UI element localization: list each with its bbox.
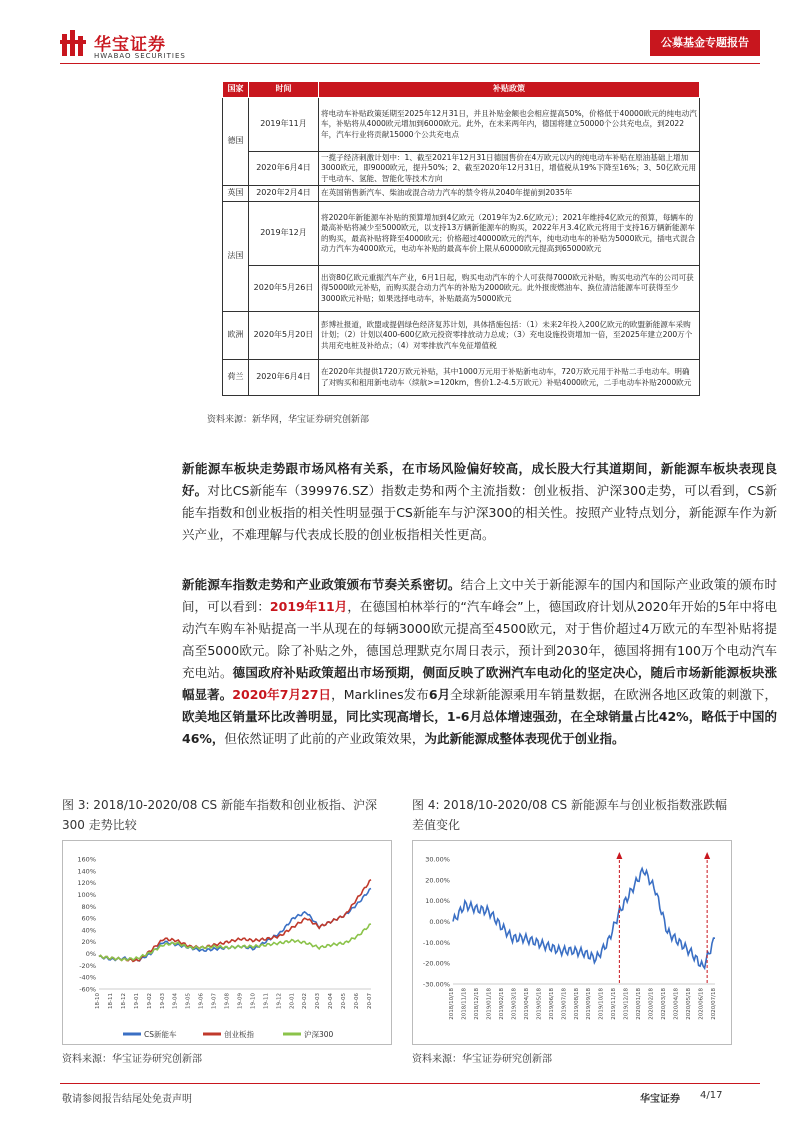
- cell-country: 欧洲: [223, 312, 249, 360]
- fig4-source: 资料来源：华宝证券研究创新部: [412, 1054, 552, 1065]
- x-tick-label: 2020/04/18: [673, 988, 680, 1020]
- x-tick-label: 19-04: [172, 993, 179, 1009]
- y-tick-label: 160%: [77, 855, 96, 864]
- hwabao-logo-icon: [60, 28, 90, 58]
- cell-date: 2020年2月4日: [249, 186, 319, 202]
- x-tick-label: 2019/03/18: [511, 988, 518, 1020]
- x-tick-label: 19-09: [237, 993, 244, 1009]
- x-tick-label: 19-10: [250, 993, 257, 1009]
- y-tick-label: -20%: [79, 961, 96, 970]
- table-header-row: [223, 82, 700, 98]
- x-tick-label: 2019/01/18: [486, 988, 493, 1020]
- legend-label: 沪深300: [304, 1030, 334, 1039]
- cell-country: 荷兰: [223, 360, 249, 396]
- x-tick-label: 20-01: [289, 993, 296, 1009]
- col-date: 时间: [249, 82, 319, 98]
- fig4-chart: [412, 840, 732, 1045]
- cell-date: 2019年11月: [249, 98, 319, 152]
- y-tick-label: 20.00%: [425, 876, 450, 885]
- para2-s7: ，Marklines发布: [331, 687, 429, 702]
- y-tick-label: 0%: [85, 950, 96, 959]
- fig3-chart: [62, 840, 392, 1045]
- x-tick-label: 2020/02/18: [648, 988, 655, 1020]
- x-tick-label: 2019/04/18: [523, 988, 530, 1020]
- para1-text: 对比CS新能车（399976.SZ）指数走势和两个主流指数：创业板指、沪深300走势，可以看到，CS新能车指数和创业板指的相关性明显强于CS新能车与沪深300的相关性。按照产业特点划分，新能源车作为新兴产业，不难理解与代表成长股的创业板指相关性更高。: [182, 483, 777, 542]
- table-row: [223, 152, 700, 186]
- series-line-差值: [453, 869, 715, 969]
- x-tick-label: 20-07: [367, 993, 373, 1009]
- y-tick-label: -20.00%: [422, 959, 450, 968]
- paragraph-1: [182, 458, 777, 546]
- cell-policy: 在英国销售新汽车、柴油或混合动力汽车的禁令将从2040年提前到2035年: [319, 186, 700, 202]
- table-row: [223, 266, 700, 312]
- para1-bold: 新能源车板块走势跟市场风格有关系，在市场风险偏好较高，成长股大行其道期间，新能源车板块表现良好。: [182, 461, 777, 498]
- table-row: [223, 202, 700, 266]
- x-tick-label: 2018/11/18: [461, 988, 468, 1020]
- policy-table: [222, 81, 700, 396]
- footer-disclaimer: 敬请参阅报告结尾处免责声明: [62, 1094, 192, 1105]
- x-tick-label: 2019/10/18: [598, 988, 605, 1020]
- para2-s1: 新能源车指数走势和产业政策颁布节奏关系密切。: [182, 577, 461, 592]
- x-tick-label: 2019/09/18: [586, 988, 593, 1020]
- x-tick-label: 2019/05/18: [536, 988, 543, 1020]
- y-tick-label: -40%: [79, 973, 96, 982]
- x-tick-label: 18-12: [120, 993, 127, 1009]
- x-tick-label: 2019/02/18: [498, 988, 505, 1020]
- y-tick-label: 120%: [77, 879, 96, 888]
- fig4-caption: 图 4: 2018/10-2020/08 CS 新能源车与创业板指数涨跌幅差值变化: [412, 798, 727, 832]
- y-tick-label: 0.00%: [429, 918, 450, 926]
- x-tick-label: 2019/06/18: [548, 988, 555, 1020]
- cell-country: 德国: [223, 98, 249, 186]
- x-tick-label: 2020/03/18: [661, 988, 668, 1020]
- cell-date: 2020年5月20日: [249, 312, 319, 360]
- cell-date: 2019年12月: [249, 202, 319, 266]
- x-tick-label: 18-11: [107, 993, 114, 1009]
- x-tick-label: 19-08: [224, 993, 231, 1009]
- x-tick-label: 2019/12/18: [623, 988, 630, 1020]
- fig4-svg: [413, 841, 733, 1046]
- event-marker-arrow-icon: [704, 852, 710, 859]
- footer-brand: 华宝证券: [640, 1094, 680, 1105]
- cell-policy: 将2020年新能源车补贴的预算增加到4亿欧元（2019年为2.6亿欧元）；2021年维持4亿欧元的预算，每辆车的最高补贴将减少至5000欧元，以支持13万辆新能源车的购买，2022年月3.4亿欧元将用于支持16万辆新能源车的购买，最高补贴将降至4000欧元；价格超过40000欧元的汽车，纯电动电车的补贴为5000欧元，插电式混合动力汽车为4000欧元，电动车补贴的最高车价上限从60000欧元提高到65000欧元: [319, 202, 700, 266]
- y-tick-label: 40%: [81, 926, 96, 935]
- x-tick-label: 2019/11/18: [611, 988, 618, 1020]
- para2-s6: 2020年7月27日: [232, 687, 332, 702]
- cell-policy: 将电动车补贴政策延期至2025年12月31日，并且补贴金额也会相应提高50%，价格低于40000欧元的纯电动汽车，补贴将从4000欧元增加到6000欧元。此外，在未来两年内，德国将建立50000个公共充电点，到2022年，汽车行业将贡献15000个公共充电点: [319, 98, 700, 152]
- series-line-CS新能车: [99, 889, 371, 962]
- x-tick-label: 19-02: [146, 993, 153, 1009]
- para2-s9: 全球新能源乘用车销量数据，在欧洲各地区政策的刺激下，: [450, 687, 777, 702]
- brand-name: 华宝证券: [94, 35, 166, 55]
- cell-policy: 彭博社报道，欧盟或提倡绿色经济复苏计划，具体措施包括：（1）未来2年投入200亿欧元的欧盟新能源车采购计划；（2）计划以400-600亿欧元投资零排放动力总成；（3）充电设施投资增加一倍，至2025年建立200万个共用充电桩及补给点；（4）对零排放汽车免征增值税: [319, 312, 700, 360]
- table-row: [223, 186, 700, 202]
- cell-country: 英国: [223, 186, 249, 202]
- page-header: [60, 28, 760, 78]
- y-tick-label: 10.00%: [425, 897, 450, 906]
- x-tick-label: 20-04: [328, 993, 335, 1009]
- cell-date: 2020年6月4日: [249, 360, 319, 396]
- y-tick-label: 30.00%: [425, 855, 450, 864]
- col-policy: 补贴政策: [319, 82, 700, 98]
- x-tick-label: 20-05: [341, 993, 348, 1009]
- fig3-svg: [63, 841, 393, 1046]
- x-tick-label: 18-10: [95, 993, 101, 1009]
- para2-s8: 6月: [428, 687, 451, 702]
- fig3-caption: 图 3: 2018/10-2020/08 CS 新能车指数和创业板指、沪深 300 走势比较: [62, 798, 377, 832]
- table-source: 资料来源：新华网，华宝证券研究创新部: [207, 415, 370, 425]
- para2-s10: 欧美地区销量环比改善明显，同比实现高增长，1-6月总体增速强劲，在全球销量占比42%，略低于中国的46%，: [182, 709, 777, 746]
- y-tick-label: 140%: [77, 867, 96, 876]
- para2-s11: 但依然证明了此前的产业政策效果，: [224, 731, 425, 746]
- fig3-source: 资料来源：华宝证券研究创新部: [62, 1054, 202, 1065]
- x-tick-label: 2018/10/18: [449, 988, 455, 1020]
- event-marker-arrow-icon: [616, 852, 622, 859]
- x-tick-label: 20-06: [354, 993, 361, 1009]
- para2-s4: ，在德国柏林举行的“汽车峰会”上，德国政府计划从2020年开始的5年中将电动汽车购车补贴提高一半从现在的每辆3000欧元提高至4500欧元，对于售价超过4万欧元的车型补贴将提高至5000欧元。除了补贴之外，德国总理默克尔周日表示，预计到2030年，德国将拥有100万个电动汽车充电站。: [182, 599, 777, 680]
- x-tick-label: 19-01: [133, 993, 140, 1009]
- table-row: [223, 312, 700, 360]
- cell-date: 2020年6月4日: [249, 152, 319, 186]
- para2-s3: 2019年11月: [269, 599, 348, 614]
- x-tick-label: 19-11: [263, 993, 270, 1009]
- page-number: 4/17: [700, 1090, 723, 1101]
- table-row: [223, 360, 700, 396]
- x-tick-label: 2019/07/18: [561, 988, 568, 1020]
- x-tick-label: 19-07: [211, 993, 218, 1009]
- table-row: [223, 98, 700, 152]
- brand-name-en: HWABAO SECURITIES: [94, 52, 186, 60]
- x-tick-label: 19-06: [198, 993, 205, 1009]
- x-tick-label: 2019/08/18: [573, 988, 580, 1020]
- x-tick-label: 19-03: [159, 993, 166, 1009]
- x-tick-label: 19-12: [276, 993, 283, 1009]
- header-divider: [60, 63, 760, 64]
- para2-s12: 为此新能源成整体表现优于创业指。: [424, 731, 625, 746]
- legend-label: CS新能车: [144, 1030, 177, 1039]
- y-tick-label: -10.00%: [422, 938, 450, 947]
- y-tick-label: 80%: [81, 902, 96, 911]
- y-tick-label: 20%: [81, 938, 96, 947]
- x-tick-label: 20-02: [302, 993, 309, 1009]
- legend-label: 创业板指: [224, 1030, 254, 1039]
- cell-policy: 出资80亿欧元重振汽车产业，6月1日起，购买电动汽车的个人可获得7000欧元补贴，购买电动汽车的公司可获得5000欧元补贴，而购买混合动力汽车的补贴为2000欧元。此外报废燃油车、换位清洁能源车可获得至少3000欧元补贴；如果选择电动车，补贴最高为5000欧元: [319, 266, 700, 312]
- x-tick-label: 2020/07/18: [711, 988, 717, 1020]
- cell-policy: 一揽子经济刺激计划中：1、截至2021年12月31日德国售价在4万欧元以内的纯电动车补贴在原油基础上增加3000欧元，即9000欧元，提升50%；2、截至2020年12月31日，增值税从19%下降至16%；3、50亿欧元用于电动车、氢能、智能化等技术方向: [319, 152, 700, 186]
- para2-s5: 德国政府补贴政策超出市场预期，侧面反映了欧洲汽车电动化的坚定决心，随后市场新能源板块涨幅显著。: [182, 665, 777, 702]
- cell-date: 2020年5月26日: [249, 266, 319, 312]
- paragraph-2: [182, 574, 777, 750]
- y-tick-label: -60%: [79, 985, 96, 994]
- report-type-badge: 公募基金专题报告: [650, 30, 760, 56]
- x-tick-label: 2020/01/18: [636, 988, 643, 1020]
- x-tick-label: 2020/06/18: [698, 988, 705, 1020]
- col-country: 国家: [223, 82, 249, 98]
- cell-country: 法国: [223, 202, 249, 312]
- para2-s2: 结合上文中关于新能源车的国内和国际产业政策的颁布时间，可以看到：: [182, 577, 777, 614]
- x-tick-label: 20-03: [315, 993, 322, 1009]
- y-tick-label: 60%: [81, 914, 96, 923]
- y-tick-label: -30.00%: [422, 980, 450, 989]
- x-tick-label: 19-05: [185, 993, 192, 1009]
- cell-policy: 在2020年共提供1720万欧元补贴，其中1000万元用于补贴新电动车，720万欧元用于补贴二手电动车。明确了对购买和租用新电动车（续航>=120km，售价1.2-4.5万欧元）补贴4000欧元，二手电动车补贴2000欧元: [319, 360, 700, 396]
- x-tick-label: 2018/12/18: [473, 988, 480, 1020]
- footer-divider: [60, 1083, 760, 1084]
- x-tick-label: 2020/05/18: [686, 988, 693, 1020]
- y-tick-label: 100%: [77, 890, 96, 899]
